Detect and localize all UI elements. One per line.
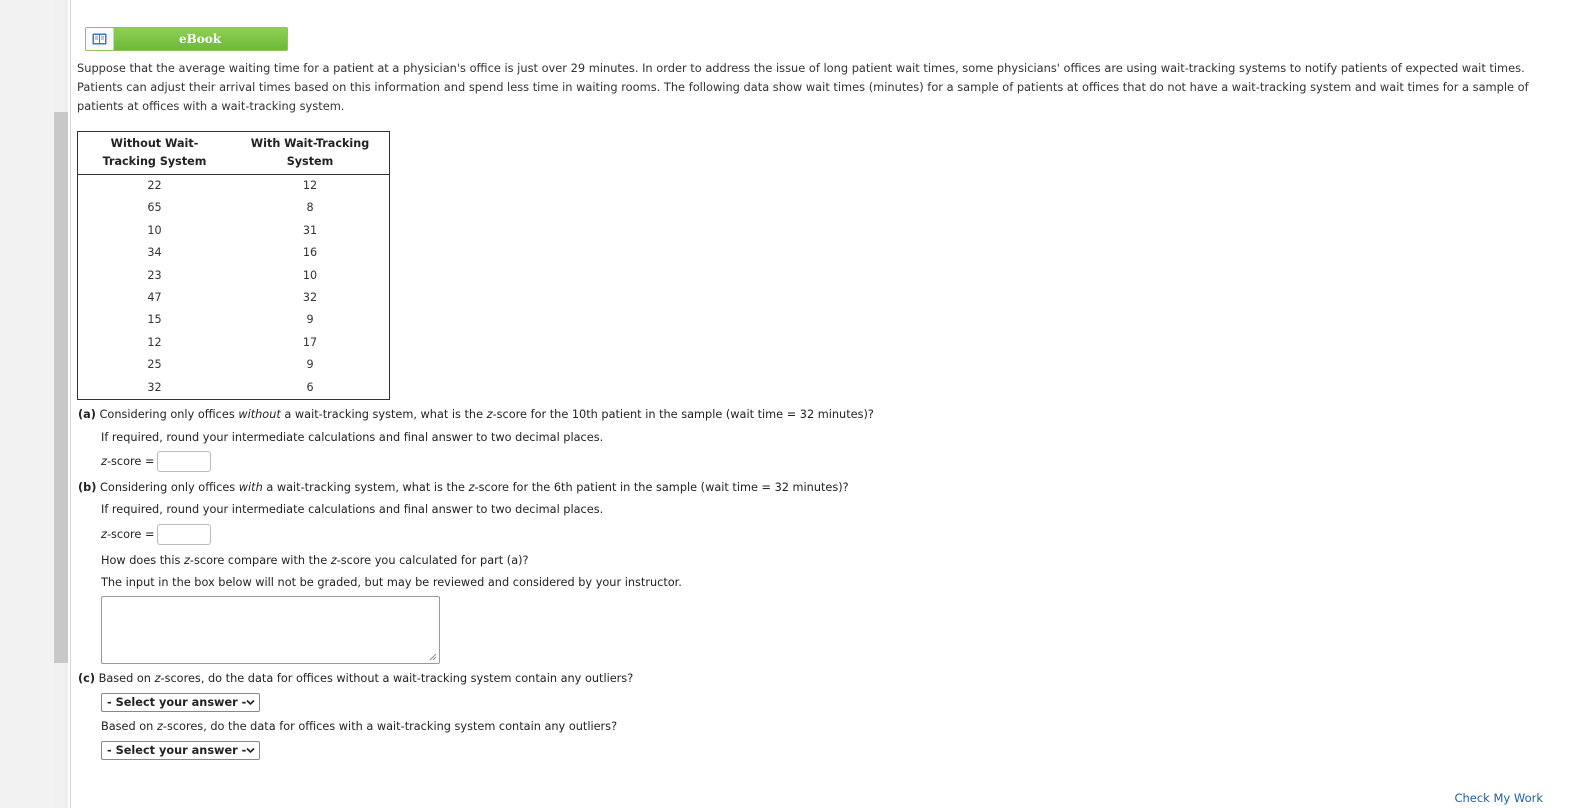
header-line: With Wait-Tracking: [250, 137, 370, 150]
part-c-question-1: [78, 672, 633, 685]
cell-without: 12: [147, 335, 162, 349]
column-header-without: [78, 132, 232, 175]
question-text: Considering only offices: [100, 481, 239, 494]
question-text: Considering only offices: [99, 408, 239, 421]
part-b-compare-question: [101, 554, 529, 567]
z-italic: z: [486, 408, 493, 421]
part-c-label: (c): [78, 672, 96, 685]
part-b-z-label: [101, 528, 154, 541]
table-row: [78, 175, 390, 198]
part-c-question-2: [101, 720, 617, 733]
cell-without: 65: [147, 201, 162, 215]
cell-with: 16: [302, 246, 318, 260]
cell-with: 6: [306, 380, 314, 394]
part-a-question: [78, 408, 874, 421]
question-text: How does this: [101, 554, 184, 567]
table-row: [78, 265, 390, 287]
z-italic: z: [468, 481, 475, 494]
column-header-with: [231, 132, 390, 175]
select-value: - Select your answer -: [107, 696, 247, 709]
emphasis: without: [238, 408, 281, 421]
header-line: Without Wait-: [110, 137, 199, 150]
cell-without: 47: [147, 291, 162, 305]
question-text: -score you calculated for part (a)?: [336, 554, 529, 567]
part-c-select-with[interactable]: [101, 741, 260, 760]
question-text: -score compare with the: [189, 554, 331, 567]
wait-times-table: [77, 131, 390, 400]
question-text: a wait-tracking system, what is the: [280, 408, 487, 421]
scrollbar-thumb[interactable]: [54, 112, 68, 663]
table-row: [78, 332, 390, 354]
cell-with: 12: [302, 179, 318, 192]
header-line: System: [286, 155, 334, 168]
cell-without: 34: [147, 246, 162, 260]
z-italic: z: [101, 455, 107, 468]
select-value: - Select your answer -: [107, 744, 247, 757]
part-a-instruction: If required, round your intermediate calculations and final answer to two decimal places.: [101, 431, 604, 444]
table-header-row: [78, 132, 390, 175]
cell-with: 8: [306, 201, 314, 215]
table-row: [78, 220, 390, 242]
book-icon: [86, 28, 114, 50]
question-text: Based on: [101, 720, 157, 733]
cell-with: 9: [306, 358, 314, 372]
z-italic: z: [156, 720, 163, 733]
chevron-down-icon: [246, 747, 255, 754]
question-text: -scores, do the data for offices with a wait-tracking system contain any outliers?: [162, 720, 618, 733]
ebook-label: eBook: [178, 32, 222, 46]
z-italic: z: [183, 554, 190, 567]
table-row: [78, 287, 390, 309]
cell-without: 32: [147, 380, 162, 394]
part-b-z-input[interactable]: [157, 524, 211, 545]
problem-intro: Suppose that the average waiting time for a patient at a physician's office is just over 29 minutes. In order to address the issue of long patient wait times, some physicians' offices are using wait-tracking systems to notify patients of expected wait times. Patients can adjust their arrival times based on this information and spend less time in waiting rooms. The following data show wait times (minutes) for a sample of patients at offices that do not have a wait-tracking system and wait times for a sample of patients at offices with a wait-tracking system.: [77, 61, 1529, 113]
z-italic: z: [154, 672, 161, 685]
cell-without: 15: [147, 313, 162, 327]
content-divider: [70, 0, 71, 808]
table-row: [78, 377, 390, 400]
question-text: -score for the 10th patient in the sample (wait time = 32 minutes)?: [492, 408, 874, 421]
cell-with: 9: [306, 313, 314, 327]
table-row: [78, 242, 390, 264]
question-text: -score for the 6th patient in the sample (wait time = 32 minutes)?: [474, 481, 849, 494]
z-label-text: -score =: [106, 455, 155, 468]
part-a-z-label: [101, 455, 154, 468]
cell-with: 32: [302, 291, 318, 305]
z-italic: z: [101, 528, 107, 541]
emphasis: with: [238, 481, 263, 494]
ebook-button[interactable]: [85, 27, 288, 51]
chevron-down-icon: [246, 699, 255, 706]
header-line: Tracking System: [102, 155, 207, 168]
table-row: [78, 354, 390, 376]
question-text: Based on: [98, 672, 155, 685]
table-row: [78, 197, 390, 219]
part-a-z-input[interactable]: [157, 451, 211, 472]
part-b-instruction: If required, round your intermediate calculations and final answer to two decimal places.: [101, 503, 604, 516]
part-b-question: [78, 481, 849, 494]
cell-without: 23: [147, 268, 162, 282]
part-c-select-without[interactable]: [101, 693, 260, 712]
part-b-label: (b): [78, 481, 97, 494]
part-b-note: The input in the box below will not be graded, but may be reviewed and considered by your instructor.: [101, 576, 682, 589]
z-italic: z: [330, 554, 337, 567]
cell-without: 22: [147, 179, 162, 192]
table-row: [78, 309, 390, 331]
check-my-work-link[interactable]: Check My Work: [1454, 791, 1543, 805]
question-text: -scores, do the data for offices without a wait-tracking system contain any outliers?: [160, 672, 634, 685]
cell-without: 25: [147, 358, 162, 372]
left-gutter: [0, 0, 54, 808]
z-label-text: -score =: [106, 528, 155, 541]
part-b-comment-textarea[interactable]: [101, 596, 440, 664]
resize-grip-icon[interactable]: [429, 653, 437, 661]
cell-with: 10: [302, 268, 318, 282]
cell-with: 17: [302, 335, 318, 349]
question-text: a wait-tracking system, what is the: [262, 481, 469, 494]
cell-with: 31: [302, 223, 318, 237]
cell-without: 10: [147, 223, 162, 237]
part-a-label: (a): [78, 408, 96, 421]
